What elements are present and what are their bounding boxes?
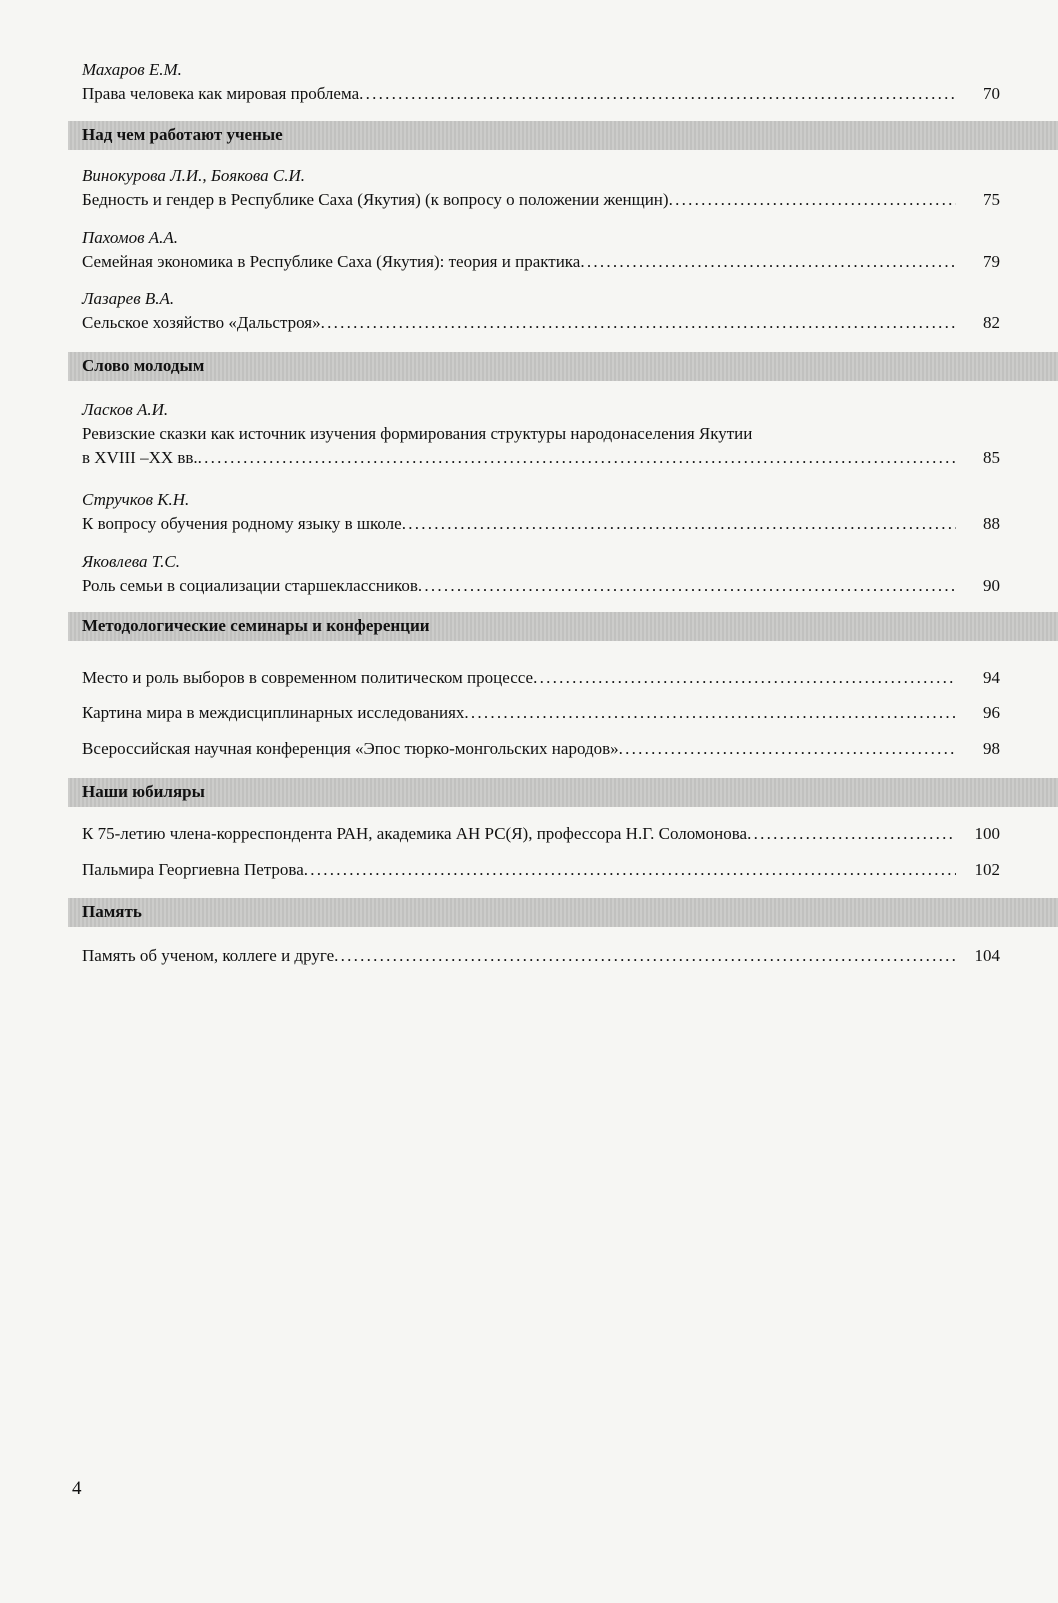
section-label: Наши юбиляры [82,782,205,801]
entry-page: 90 [983,576,1000,595]
section-header [68,352,1058,381]
section-header [68,121,1058,150]
page-number: 4 [72,1478,82,1499]
entry-page: 100 [974,824,1000,843]
entry-title: К 75-летию члена-корреспондента РАН, академика АН РС(Я), профессора Н.Г. Соломонова [82,824,748,843]
entry-title-cont: в XVIII –XX вв. [82,448,198,467]
entry-page: 98 [983,739,1000,758]
section-label: Слово молодым [82,356,205,375]
toc-entry [82,737,1000,761]
toc-entry [82,666,1000,690]
entry-page: 79 [983,252,1000,271]
entry-author: Яковлева Т.С. [82,552,180,571]
entry-title: Бедность и гендер в Республике Саха (Якутия) (к вопросу о положении женщин) [82,190,669,209]
entry-author: Лазарев В.А. [82,289,175,308]
toc-entry [82,488,1000,536]
entry-title: Память об ученом, коллеге и друге [82,946,335,965]
entry-title: Права человека как мировая проблема [82,84,360,103]
entry-author: Ласков А.И. [82,400,169,419]
toc-entry [82,226,1000,274]
entry-title: Всероссийская научная конференция «Эпос тюрко-монгольских народов» [82,739,619,758]
entry-title: Роль семьи в социализации старшеклассников [82,576,418,595]
section-header [68,612,1058,641]
toc-entry [82,287,1000,335]
entry-title: Сельское хозяйство «Дальстроя» [82,313,321,332]
section-label: Над чем работают ученые [82,125,283,144]
toc-entry [82,944,1000,968]
entry-title: К вопросу обучения родному языку в школе [82,514,402,533]
entry-author: Пахомов А.А. [82,228,178,247]
entry-page: 96 [983,703,1000,722]
entry-page: 75 [983,190,1000,209]
section-header [68,778,1058,807]
entry-author: Махаров Е.М. [82,60,182,79]
entry-title: Картина мира в междисциплинарных исследованиях [82,703,465,722]
entry-author: Стручков К.Н. [82,490,190,509]
entry-page: 85 [983,448,1000,467]
toc-entry [82,550,1000,598]
section-label: Методологические семинары и конференции [82,616,430,635]
entry-page: 88 [983,514,1000,533]
entry-page: 104 [974,946,1000,965]
entry-author: Винокурова Л.И., Боякова С.И. [82,166,306,185]
section-label: Память [82,902,142,921]
toc-entry [82,858,1000,882]
section-header [68,898,1058,927]
entry-title: Пальмира Георгиевна Петрова [82,860,304,879]
toc-entry [82,701,1000,725]
toc-entry [82,398,1000,470]
entry-title: Место и роль выборов в современном политическом процессе [82,668,534,687]
entry-page: 70 [983,84,1000,103]
toc-entry [82,58,1000,106]
entry-title: Семейная экономика в Республике Саха (Якутия): теория и практика [82,252,581,271]
toc-entry [82,822,1000,846]
entry-title: Ревизские сказки как источник изучения формирования структуры народонаселения Якутии [82,424,753,443]
toc-entry [82,164,1000,212]
entry-page: 94 [983,668,1000,687]
entry-page: 82 [983,313,1000,332]
entry-page: 102 [974,860,1000,879]
